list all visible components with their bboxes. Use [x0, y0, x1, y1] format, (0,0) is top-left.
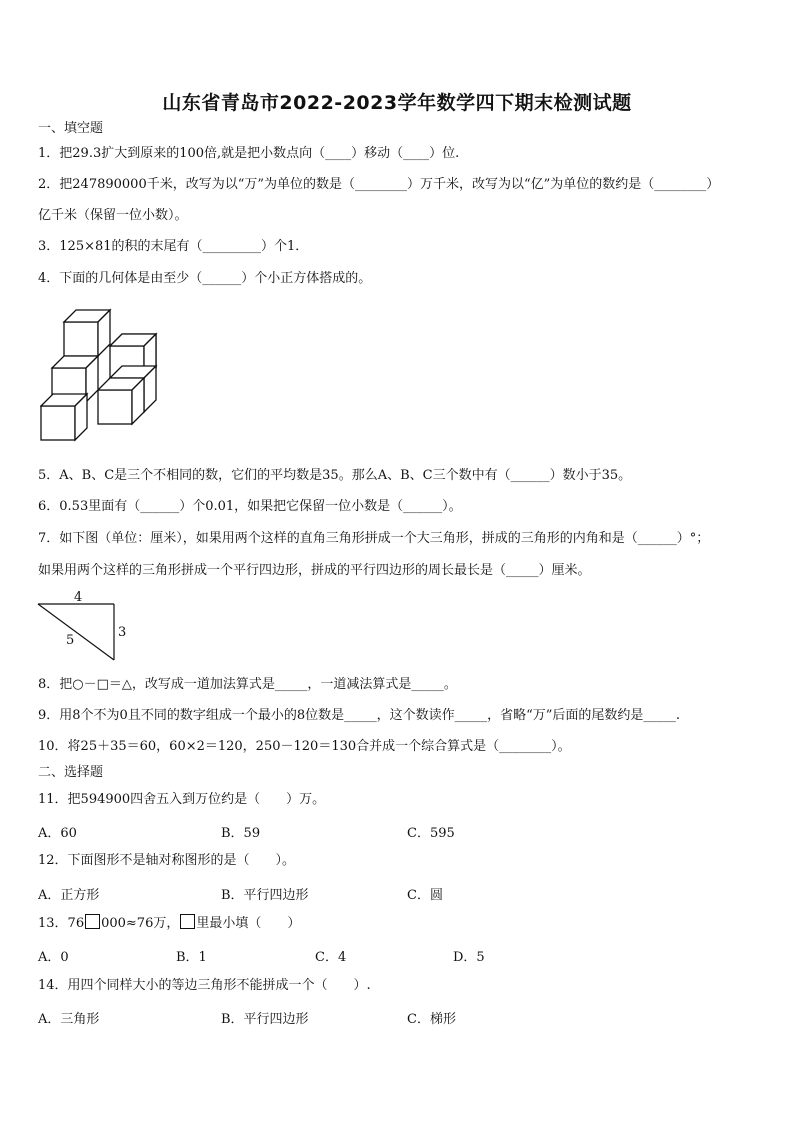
option-a[interactable]: A．三角形: [38, 1012, 100, 1027]
option-b[interactable]: B．59: [221, 826, 261, 841]
option-d[interactable]: D．5: [453, 950, 485, 965]
blank-box: [85, 914, 100, 929]
section-choice-heading: 二、选择题: [38, 765, 104, 780]
triangle-label-right: 3: [118, 625, 127, 640]
question-2-line2: 亿千米（保留一位小数）。: [38, 208, 188, 223]
triangle-label-hypotenuse: 5: [66, 633, 75, 648]
question-10: 10．将25＋35＝60，60×2＝120，250－120＝130合并成一个综合算式是（________）。: [38, 739, 571, 754]
page-title: 山东省青岛市2022-2023学年数学四下期末检测试题: [162, 92, 632, 114]
question-13-part2: 000≈76万，: [101, 916, 180, 931]
question-14: 14．用四个同样大小的等边三角形不能拼成一个（ ）.: [38, 978, 371, 993]
question-4: 4．下面的几何体是由至少（______）个小正方体搭成的。: [38, 271, 372, 286]
question-8: 8．把○－□＝△，改写成一道加法算式是_____，一道减法算式是_____。: [38, 677, 457, 692]
cube: [41, 394, 87, 440]
question-7-line2: 如果用两个这样的三角形拼成一个平行四边形，拼成的平行四边形的周长最长是（_____）厘米。: [38, 563, 591, 578]
question-13-part3: 里最小填（ ）: [196, 916, 301, 931]
option-b[interactable]: B．平行四边形: [221, 888, 309, 903]
option-b[interactable]: B．平行四边形: [221, 1012, 309, 1027]
cube: [64, 310, 110, 356]
blank-box: [180, 914, 195, 929]
question-12: 12．下面图形不是轴对称图形的是（ ）。: [38, 853, 296, 868]
question-9: 9．用8个不为0且不同的数字组成一个最小的8位数是_____，这个数读作_____，省略“万”后面的尾数约是_____.: [38, 708, 681, 723]
question-11-options: [38, 822, 758, 840]
option-c[interactable]: C．4: [315, 950, 347, 965]
question-1: 1．把29.3扩大到原来的100倍,就是把小数点向（____）移动（____）位.: [38, 146, 460, 161]
question-13-part1: 13．76: [38, 916, 85, 931]
option-c[interactable]: C．梯形: [407, 1012, 456, 1027]
question-11: 11．把594900四舍五入到万位约是（ ）万。: [38, 792, 326, 807]
right-triangle-figure: [34, 588, 134, 664]
option-a[interactable]: A．60: [38, 826, 77, 841]
option-c[interactable]: C．圆: [407, 888, 443, 903]
option-a[interactable]: A．0: [38, 950, 69, 965]
option-b[interactable]: B．1: [176, 950, 207, 965]
question-2-line1: 2．把247890000千米，改写为以“万”为单位的数是（________）万千米，改写为以“亿”为单位的数约是（________）: [38, 177, 720, 192]
question-12-options: [38, 884, 758, 902]
question-13-options: [38, 946, 758, 964]
question-5: 5．A、B、C是三个不相同的数，它们的平均数是35。那么A、B、C三个数中有（______）数小于35。: [38, 468, 632, 483]
triangle-label-top: 4: [74, 590, 83, 605]
question-14-options: [38, 1008, 758, 1026]
option-a[interactable]: A．正方形: [38, 888, 100, 903]
option-c[interactable]: C．595: [407, 826, 455, 841]
cube-stack-figure: [40, 308, 162, 454]
question-7-line1: 7．如下图（单位：厘米），如果用两个这样的直角三角形拼成一个大三角形，拼成的三角形的内角和是（______）°；: [38, 531, 710, 546]
section-fill-heading: 一、填空题: [38, 121, 104, 136]
cube: [98, 378, 144, 424]
question-3: 3．125×81的积的末尾有（_________）个1．: [38, 239, 309, 254]
question-6: 6．0.53里面有（______）个0.01，如果把它保留一位小数是（______）。: [38, 499, 462, 514]
question-13: [38, 914, 758, 933]
